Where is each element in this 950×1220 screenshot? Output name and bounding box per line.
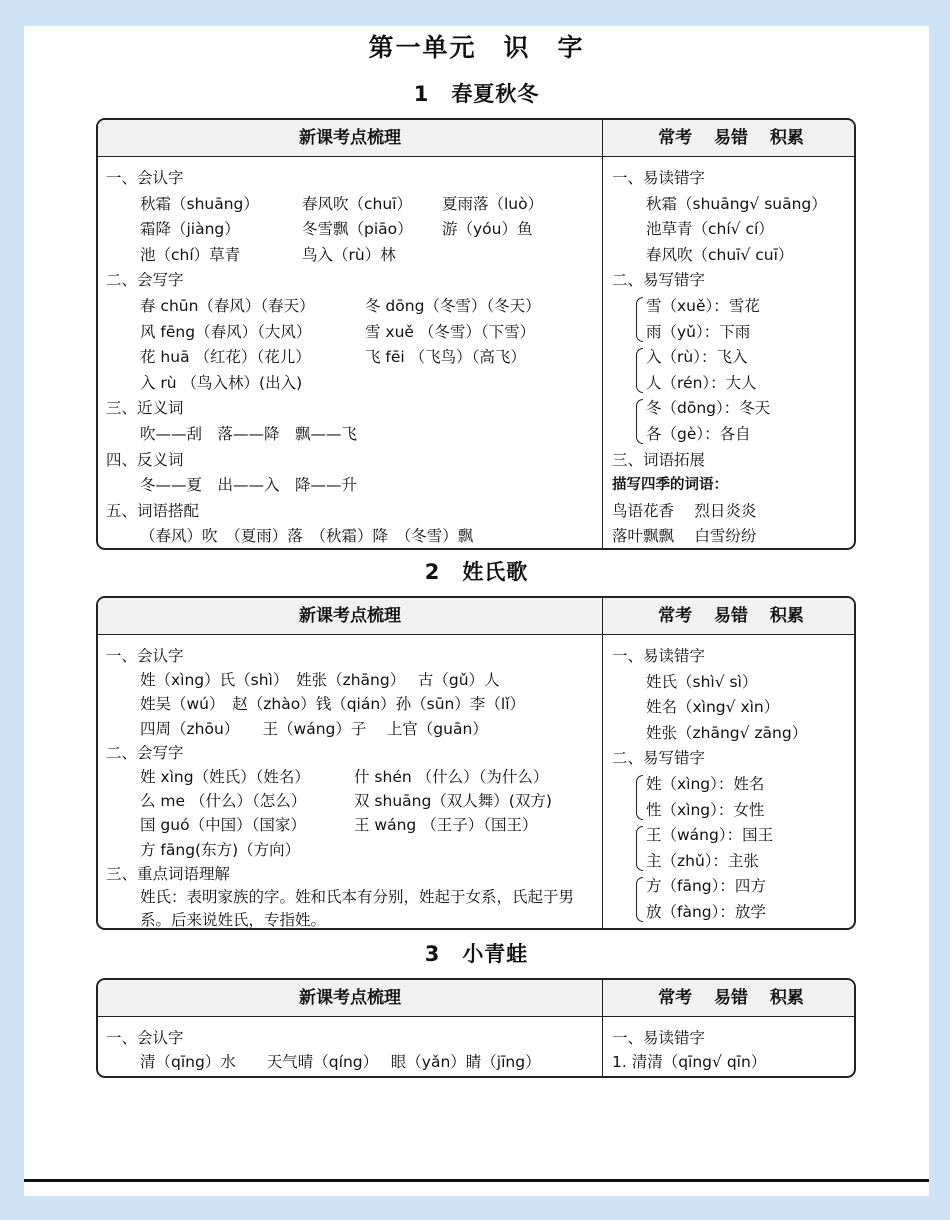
- lesson-number: 3: [424, 942, 441, 966]
- content-line: [106, 345, 598, 371]
- content-line: 冬——夏 出——入 降——升: [140, 476, 358, 495]
- brace-icon: [636, 297, 643, 342]
- left-column: [106, 1026, 598, 1074]
- lesson-name: 春夏秋冬: [451, 82, 540, 106]
- entry: 鸟入（rù）林: [302, 245, 396, 264]
- content-paragraph: 姓氏：表明家族的字。姓和氏本有分别，姓起于女系，氏起于男系。后来说姓氏，专指姓。: [140, 887, 575, 929]
- misread-item: 姓名（xìng√ xìn）: [646, 698, 780, 717]
- content-line: （春风）吹 （夏雨）落 （秋霜）降 （冬雪）飘: [140, 527, 474, 546]
- pair-item: 冬（dōng）：冬天: [646, 399, 771, 418]
- section-heading: 二、易写错字: [612, 271, 706, 290]
- entry: 王 wáng （王子）（国王）: [354, 816, 538, 835]
- section-heading: 一、会认字: [106, 1029, 184, 1047]
- section-heading: 一、易读错字: [612, 647, 706, 665]
- right-column: [612, 1026, 852, 1074]
- pair-item: 雨（yǔ）：下雨: [646, 322, 751, 341]
- column-divider: [602, 980, 603, 1076]
- pair-item: 性（xìng）：女性: [646, 800, 765, 819]
- section-heading: 三、重点词语理解: [106, 864, 231, 883]
- entry: 国 guó（中国）（国家）: [140, 816, 306, 835]
- right-header: 常考 易错 积累: [658, 988, 804, 1008]
- misread-item: 秋霜（shuāng√ suāng）: [646, 194, 827, 213]
- entry: 冬 dōng（冬雪）（冬天）: [365, 296, 541, 315]
- entry: 霜降（jiàng）: [140, 220, 240, 239]
- right-header: 常考 易错 积累: [658, 128, 804, 148]
- entry: 飞 fēi （飞鸟）（高飞）: [365, 348, 526, 367]
- entry: 秋霜（shuāng）: [140, 194, 259, 213]
- card-header: [98, 598, 854, 635]
- entry: 什 shén （什么）（为什么）: [354, 767, 549, 786]
- pair-item: 人（rén）：大人: [646, 373, 757, 392]
- right-column: [612, 644, 852, 926]
- left-column: [106, 644, 598, 930]
- section-heading: 五、词语搭配: [106, 501, 200, 520]
- ext-line: 鸟语花香 烈日炎炎: [612, 501, 757, 520]
- pair-item: 方（fāng）：四方: [646, 877, 766, 896]
- section-heading: 一、会认字: [106, 647, 184, 665]
- pair-item: 放（fàng）：放学: [646, 902, 766, 921]
- pair-item: 姓（xìng）：姓名: [646, 774, 765, 793]
- miswrite-pair: [612, 874, 852, 925]
- miswrite-pair: [612, 396, 852, 447]
- content-line: [106, 813, 598, 837]
- lesson-1-title: [24, 78, 929, 108]
- lesson-number: 2: [424, 560, 441, 584]
- left-header: 新课考点梳理: [299, 128, 401, 148]
- lesson-name: 小青蛙: [462, 942, 529, 966]
- ext-line: 落叶飘飘 白雪纷纷: [612, 527, 757, 546]
- content-line: 方 fāng(东方)（方向）: [140, 840, 301, 859]
- section-heading: 一、易读错字: [612, 169, 706, 187]
- entry: 雪 xuě （冬雪）（下雪）: [365, 322, 536, 341]
- pair-item: 王（wáng）：国王: [646, 826, 774, 845]
- lesson-2-title: [24, 556, 929, 586]
- misread-item: 池草青（chí√ cí）: [646, 220, 774, 239]
- card-header: [98, 120, 854, 157]
- brace-icon: [636, 826, 643, 871]
- card-header: [98, 980, 854, 1017]
- entry: 姓 xìng（姓氏）（姓名）: [140, 767, 310, 786]
- miswrite-pair: [612, 294, 852, 345]
- entry: 夏雨落（luò）: [442, 194, 544, 213]
- section-heading: 二、会写字: [106, 271, 184, 290]
- lesson-2-card: [96, 596, 856, 930]
- lesson-3-card: [96, 978, 856, 1078]
- section-heading: 一、易读错字: [612, 1029, 706, 1047]
- right-column: [612, 166, 852, 550]
- content-line: [106, 371, 598, 397]
- entry: 春风吹（chuī）: [302, 194, 412, 213]
- ext-subheading: 描写四季的词语：: [612, 477, 728, 494]
- brace-icon: [636, 399, 643, 444]
- brace-icon: [636, 877, 643, 922]
- content-line: 清（qīng）水 天气晴（qíng） 眼（yǎn）睛（jīng）: [140, 1053, 541, 1071]
- left-header: 新课考点梳理: [299, 988, 401, 1008]
- page-bottom-rule: [24, 1179, 929, 1182]
- content-line: [106, 217, 598, 243]
- miswrite-pair: [612, 772, 852, 823]
- pair-item: 各（gè）：各自: [646, 424, 751, 443]
- entry: 么 me （什么）（怎么）: [140, 792, 307, 811]
- content-line: 四周（zhōu） 王（wáng）子 上官（guān）: [140, 719, 488, 738]
- pair-item: 雪（xuě）：雪花: [646, 296, 760, 315]
- column-divider: [602, 598, 603, 928]
- entry: 双 shuāng（双人舞）(双方): [354, 792, 552, 811]
- content-line: [106, 243, 598, 269]
- content-line: 姓（xìng）氏（shì） 姓张（zhāng） 古（gǔ）人: [140, 671, 500, 690]
- miswrite-pair: [612, 345, 852, 396]
- section-heading: 二、会写字: [106, 743, 184, 762]
- content-line: [106, 765, 598, 789]
- content-line: 吹——刮 落——降 飘——飞: [140, 424, 358, 443]
- entry: 入 rù （鸟入林）(出入): [140, 373, 303, 392]
- column-divider: [602, 120, 603, 548]
- left-column: [106, 166, 598, 550]
- pair-item: 入（rù）：飞入: [646, 348, 748, 367]
- lesson-3-title: [24, 938, 929, 968]
- entry: 春 chūn（春风）（春天）: [140, 296, 315, 315]
- entry: 冬雪飘（piāo）: [302, 220, 413, 239]
- entry: 游（yóu）鱼: [442, 220, 533, 239]
- content-line: [106, 789, 598, 813]
- content-line: [106, 294, 598, 320]
- lesson-number: 1: [413, 82, 430, 106]
- entry: 池（chí）草青: [140, 245, 241, 264]
- brace-icon: [636, 348, 643, 393]
- section-heading: 二、易写错字: [612, 749, 706, 768]
- unit-title: 第一单元 识 字: [368, 33, 585, 62]
- right-header: 常考 易错 积累: [658, 606, 804, 626]
- entry: 风 fēng（春风）（大风）: [140, 322, 312, 341]
- content-line: [106, 192, 598, 218]
- misread-item: 姓氏（shì√ sì）: [646, 672, 758, 691]
- miswrite-pair: [612, 823, 852, 874]
- section-heading: 四、反义词: [106, 450, 184, 469]
- pair-item: 主（zhǔ）：主张: [646, 851, 760, 870]
- misread-item: 1. 清清（qīng√ qīn）: [612, 1053, 767, 1071]
- brace-icon: [636, 775, 643, 820]
- misread-item: 春风吹（chuī√ cuī）: [646, 245, 794, 264]
- left-header: 新课考点梳理: [299, 606, 401, 626]
- section-heading: 三、近义词: [106, 399, 184, 418]
- textbook-page: [24, 26, 929, 1196]
- section-heading: 一、会认字: [106, 169, 184, 187]
- content-line: 姓吴（wú） 赵（zhào）钱（qián）孙（sūn）李（lǐ）: [140, 695, 525, 714]
- section-heading: 三、词语拓展: [612, 450, 706, 469]
- lesson-name: 姓氏歌: [462, 560, 529, 584]
- lesson-1-card: [96, 118, 856, 550]
- entry: 花 huā （红花）（花儿）: [140, 348, 311, 367]
- misread-item: 姓张（zhāng√ zāng）: [646, 723, 808, 742]
- content-line: [106, 320, 598, 346]
